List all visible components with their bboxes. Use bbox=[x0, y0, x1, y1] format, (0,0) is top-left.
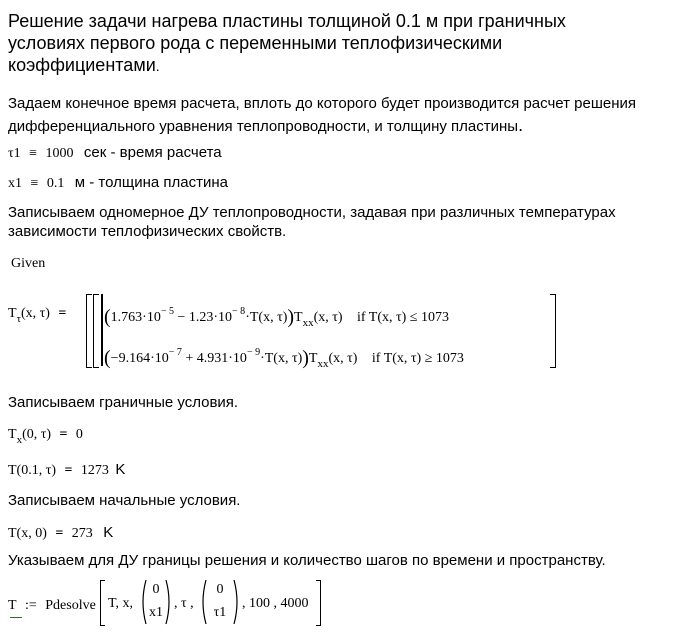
row2-coef-a: −9.164·10 bbox=[110, 351, 169, 366]
row2-exp-a: − 7 bbox=[168, 347, 182, 358]
solve-assign: := bbox=[25, 598, 37, 613]
xrange-bottom: x1 bbox=[149, 605, 163, 620]
row1-exp-a: − 5 bbox=[160, 306, 174, 317]
pde-intro-line-1: Записываем одномерное ДУ теплопроводности, задавая при различных температурах bbox=[8, 204, 616, 221]
title-line-3 bbox=[8, 54, 160, 77]
solve-lhs[interactable] bbox=[8, 596, 96, 614]
row2-condition: if T(x, τ) ≥ 1073 bbox=[371, 351, 464, 366]
bc2-lhs: T(0.1, τ) bbox=[8, 463, 57, 478]
ic-rhs: 273 bbox=[71, 526, 93, 541]
intro-line-1: Задаем конечное время расчета, вплоть до которого будет производится расчет решения bbox=[8, 95, 637, 112]
bc1-args: (0, τ) bbox=[22, 427, 52, 442]
bc1-t: T bbox=[8, 427, 17, 442]
def-tau-op: ≡ bbox=[29, 146, 37, 161]
solve-tail: , 100 , 4000 bbox=[242, 596, 309, 611]
intro-line-2-text: дифференциального уравнения теплопроводности, и толщину пластины bbox=[8, 118, 519, 135]
row1-coef-a: 1.763·10 bbox=[110, 310, 161, 325]
pde-eq-sign: = bbox=[58, 306, 67, 321]
row1-condition: if T(x, τ) ≤ 1073 bbox=[357, 310, 449, 325]
solve-underline bbox=[10, 614, 22, 618]
pde-lhs-t: T bbox=[8, 306, 17, 321]
matrix-bracket-left-outer bbox=[86, 294, 92, 368]
bc2-equation[interactable] bbox=[8, 460, 125, 480]
title-line-3-period: . bbox=[155, 58, 160, 74]
title-line-1: Решение задачи нагрева пластины толщиной 0.1 м при граничных bbox=[8, 11, 566, 31]
solve-trange[interactable] bbox=[200, 578, 240, 626]
ic-eq-sign: = bbox=[55, 526, 64, 541]
row2-exp-b: − 9 bbox=[246, 347, 261, 358]
solve-mid: , τ , bbox=[174, 596, 194, 611]
ic-unit: K bbox=[103, 524, 114, 541]
ic-intro: Записываем начальные условия. bbox=[8, 492, 241, 509]
pde-row-2[interactable] bbox=[104, 345, 464, 368]
solve-bracket-left bbox=[100, 580, 105, 626]
solve-func-name: Pdesolve bbox=[45, 598, 96, 613]
def-x-var: x1 bbox=[8, 176, 22, 191]
solve-lhs-t: T bbox=[8, 598, 17, 613]
ic-equation[interactable] bbox=[8, 523, 113, 543]
solve-bracket-right bbox=[316, 580, 321, 626]
bc1-eq-sign: = bbox=[59, 427, 68, 442]
solve-arg1: T, x, bbox=[108, 596, 134, 611]
piecewise-bar bbox=[101, 294, 103, 366]
bc1-equation[interactable] bbox=[8, 425, 83, 446]
intro-line-2-period: . bbox=[518, 115, 524, 135]
row2-paren-close: ) bbox=[302, 347, 309, 369]
title-line-3-text: коэффициентами bbox=[8, 55, 156, 75]
row1-txx-sub: xx bbox=[302, 317, 314, 329]
bc1-sub: x bbox=[16, 434, 23, 446]
ic-lhs: T(x, 0) bbox=[8, 526, 47, 541]
row2-txx-sub: xx bbox=[317, 358, 329, 370]
row2-coef-b: + 4.931·10 bbox=[181, 351, 247, 366]
def-tau-region[interactable] bbox=[8, 143, 222, 163]
row1-txx-args: (x, τ) bbox=[313, 310, 343, 325]
def-x-value: 0.1 bbox=[46, 176, 65, 191]
given-keyword[interactable]: Given bbox=[11, 256, 46, 271]
pde-lhs-sub: τ bbox=[16, 313, 21, 325]
pde-lhs-args: (x, τ) bbox=[20, 306, 50, 321]
def-x-comment: м - толщина пластина bbox=[74, 174, 228, 191]
def-tau-var: τ1 bbox=[8, 146, 21, 161]
pde-intro-line-2: зависимости теплофизических свойств. bbox=[8, 223, 287, 240]
matrix-bracket-left-inner bbox=[93, 294, 99, 368]
row1-paren-open: ( bbox=[104, 306, 111, 328]
bc-intro: Записываем граничные условия. bbox=[8, 394, 239, 411]
row2-paren-open: ( bbox=[104, 347, 111, 369]
trange-bottom: τ1 bbox=[213, 605, 227, 620]
matrix-bracket-right bbox=[550, 294, 556, 368]
solve-xrange[interactable] bbox=[140, 578, 172, 626]
bc1-rhs: 0 bbox=[75, 427, 83, 442]
def-tau-value: 1000 bbox=[45, 146, 74, 161]
intro-line-2 bbox=[8, 115, 523, 137]
bc2-unit: K bbox=[115, 461, 126, 478]
row2-txx: T bbox=[308, 351, 318, 366]
row1-exp-b: − 8 bbox=[232, 306, 246, 317]
row2-txx-args: (x, τ) bbox=[328, 351, 358, 366]
def-tau-comment: сек - время расчета bbox=[83, 144, 222, 161]
row1-txx: T bbox=[294, 310, 303, 325]
row1-coef-b: − 1.23·10 bbox=[173, 310, 233, 325]
def-x-op: ≡ bbox=[30, 176, 39, 191]
pde-row-1[interactable] bbox=[104, 304, 449, 327]
row1-t-factor: ·T(x, τ) bbox=[245, 310, 288, 325]
bc2-rhs: 1273 bbox=[80, 463, 109, 478]
title-line-2: условиях первого рода с переменными теплофизическими bbox=[8, 33, 503, 53]
bc2-eq-sign: = bbox=[64, 463, 73, 478]
row1-paren-close: ) bbox=[287, 306, 295, 328]
pde-lhs[interactable] bbox=[8, 304, 67, 325]
row2-t-factor: ·T(x, τ) bbox=[260, 351, 303, 366]
solve-intro: Указываем для ДУ границы решения и количество шагов по времени и пространству. bbox=[8, 552, 606, 569]
def-x-region[interactable] bbox=[8, 173, 228, 193]
xrange-top: 0 bbox=[152, 582, 160, 597]
trange-top: 0 bbox=[216, 582, 224, 597]
